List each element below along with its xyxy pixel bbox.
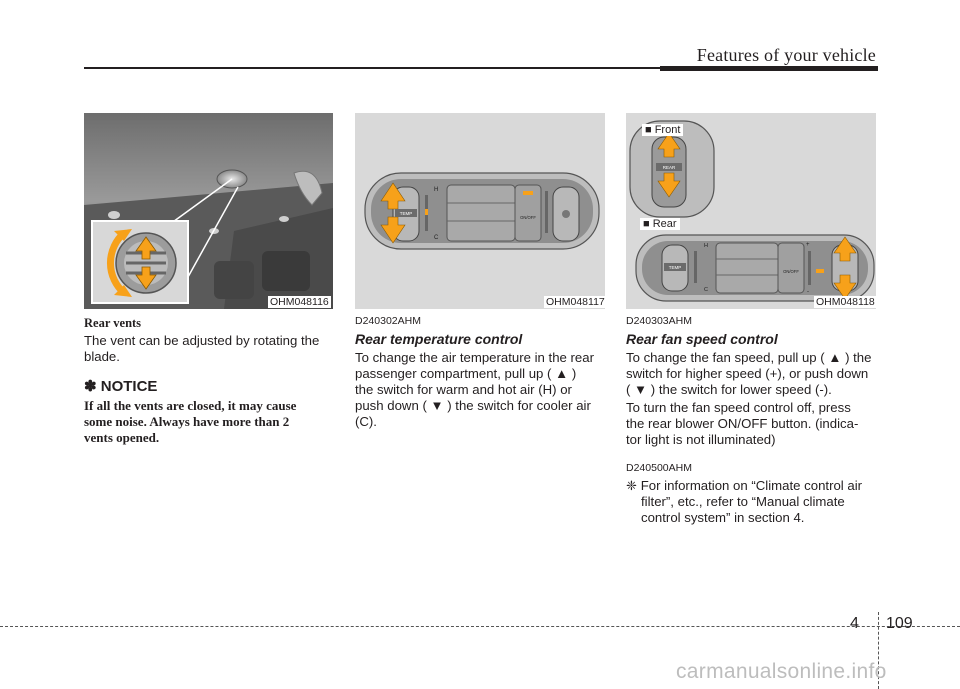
temp-control-panel	[355, 113, 605, 309]
text-line: control system” in section 4.	[641, 510, 805, 525]
text-line: blade.	[84, 349, 120, 364]
notice-line: If all the vents are closed, it may cause	[84, 398, 297, 413]
front-label: ■ Front	[642, 124, 683, 136]
text-line: switch for higher speed (+), or push down	[626, 366, 869, 381]
notice-text	[84, 398, 296, 446]
watermark: carmanualsonline.info	[676, 660, 887, 683]
header-title: Features of your vehicle	[696, 45, 876, 65]
fan-control-text-1	[626, 350, 871, 398]
section-code-fan: D240303AHM	[626, 315, 692, 327]
rear-vents-title: Rear vents	[84, 316, 142, 330]
chapter-number: 4	[850, 615, 859, 632]
text-line: filter”, etc., refer to “Manual climate	[641, 494, 845, 509]
text-line: (C).	[355, 414, 377, 429]
text-line: ❈ For information on “Climate control air	[626, 478, 863, 493]
temp-label-2: TEMP	[668, 265, 682, 270]
temp-control-subhead: Rear temperature control	[355, 331, 523, 347]
onoff-label-2: ON/OFF	[783, 269, 799, 274]
text-line: The vent can be adjusted by rotating the	[84, 333, 320, 348]
notice-line: some noise. Always have more than 2	[84, 414, 290, 429]
filter-note	[626, 478, 862, 526]
fan-control-panel	[626, 113, 876, 309]
fan-control-text-2	[626, 400, 858, 448]
rear-label: REAR	[662, 165, 676, 170]
plus-label: +	[806, 242, 810, 248]
minus-label: -	[807, 289, 809, 295]
c-label: C	[434, 235, 439, 241]
text-line: ( ▼ ) the switch for lower speed (-).	[626, 382, 832, 397]
temp-label: TEMP	[399, 211, 413, 216]
text-line: passenger compartment, pull up ( ▲ )	[355, 366, 577, 381]
h-label-2: H	[704, 243, 708, 249]
onoff-label: ON/OFF	[520, 215, 536, 220]
text-line: the rear blower ON/OFF button. (indica-	[626, 416, 859, 431]
rear-vents-text	[84, 333, 319, 365]
text-line: push down ( ▼ ) the switch for cooler air	[355, 398, 591, 413]
section-code-filter: D240500AHM	[626, 462, 692, 474]
page-number: 109	[886, 615, 913, 632]
fan-control-subhead: Rear fan speed control	[626, 331, 778, 347]
rear-vents-illustration	[84, 113, 333, 309]
temp-control-text	[355, 350, 594, 430]
footer-dashed-rule	[0, 626, 960, 627]
text-line: tor light is not illuminated)	[626, 432, 776, 447]
figure-code-3: OHM048118	[816, 296, 875, 308]
figure-fan-control	[626, 113, 876, 309]
figure-temp-control	[355, 113, 605, 309]
section-code: D240302AHM	[355, 315, 421, 327]
c-label-2: C	[704, 287, 708, 293]
text-line: To change the fan speed, pull up ( ▲ ) the	[626, 350, 872, 365]
notice-line: vents opened.	[84, 430, 160, 445]
figure-rear-vents	[84, 113, 333, 309]
text-line: To turn the fan speed control off, press	[626, 400, 851, 415]
h-label: H	[434, 187, 439, 193]
text-line: To change the air temperature in the rear	[355, 350, 594, 365]
figure-code-1: OHM048116	[270, 296, 329, 308]
header-bar	[660, 66, 878, 71]
rear-label-caption: ■ Rear	[640, 218, 680, 230]
figure-code-2: OHM048117	[546, 296, 605, 308]
notice-title: ✽ NOTICE	[84, 378, 158, 395]
text-line: the switch for warm and hot air (H) or	[355, 382, 572, 397]
